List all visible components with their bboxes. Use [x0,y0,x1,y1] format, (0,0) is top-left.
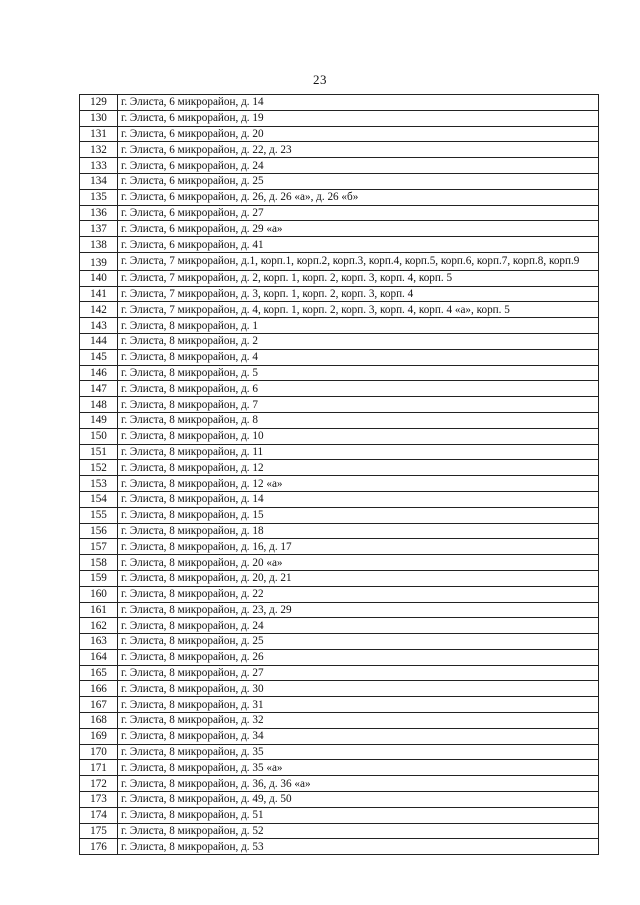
row-number: 161 [80,602,118,618]
table-row [80,713,599,729]
address-table [79,94,599,855]
table-row [80,237,599,253]
table-row [80,142,599,158]
address-cell: г. Элиста, 8 микрорайон, д. 24 [118,618,599,634]
row-number: 166 [80,681,118,697]
address-cell: г. Элиста, 8 микрорайон, д. 35 [118,744,599,760]
address-cell: г. Элиста, 8 микрорайон, д. 5 [118,365,599,381]
address-cell: г. Элиста, 6 микрорайон, д. 25 [118,173,599,189]
address-cell: г. Элиста, 8 микрорайон, д. 30 [118,681,599,697]
row-number: 156 [80,523,118,539]
row-number: 157 [80,539,118,555]
address-cell: г. Элиста, 8 микрорайон, д. 34 [118,728,599,744]
table-row [80,539,599,555]
row-number: 163 [80,634,118,650]
table-row [80,286,599,302]
row-number: 164 [80,649,118,665]
row-number: 150 [80,428,118,444]
address-table-body [80,95,599,855]
table-row [80,460,599,476]
row-number: 155 [80,507,118,523]
row-number: 152 [80,460,118,476]
table-row [80,205,599,221]
table-row [80,333,599,349]
table-row [80,381,599,397]
address-cell: г. Элиста, 6 микрорайон, д. 26, д. 26 «а», д. 26 «б» [118,189,599,205]
row-number: 146 [80,365,118,381]
row-number: 149 [80,412,118,428]
row-number: 171 [80,760,118,776]
row-number: 174 [80,807,118,823]
table-row [80,555,599,571]
address-cell: г. Элиста, 7 микрорайон, д. 4, корп. 1, корп. 2, корп. 3, корп. 4, корп. 4 «а», корп. 5 [118,302,599,318]
row-number: 158 [80,555,118,571]
row-number: 133 [80,158,118,174]
row-number: 135 [80,189,118,205]
address-cell: г. Элиста, 8 микрорайон, д. 1 [118,318,599,334]
row-number: 170 [80,744,118,760]
address-cell: г. Элиста, 8 микрорайон, д. 49, д. 50 [118,792,599,808]
address-cell: г. Элиста, 8 микрорайон, д. 23, д. 29 [118,602,599,618]
address-cell: г. Элиста, 8 микрорайон, д. 20 «а» [118,555,599,571]
row-number: 167 [80,697,118,713]
address-cell: г. Элиста, 8 микрорайон, д. 35 «а» [118,760,599,776]
address-cell: г. Элиста, 8 микрорайон, д. 8 [118,412,599,428]
table-row [80,839,599,855]
table-row [80,507,599,523]
table-row [80,570,599,586]
address-cell: г. Элиста, 8 микрорайон, д. 12 [118,460,599,476]
address-cell: г. Элиста, 6 микрорайон, д. 22, д. 23 [118,142,599,158]
address-cell: г. Элиста, 8 микрорайон, д. 32 [118,713,599,729]
row-number: 130 [80,110,118,126]
row-number: 142 [80,302,118,318]
row-number: 137 [80,221,118,237]
row-number: 141 [80,286,118,302]
row-number: 139 [80,252,118,270]
table-row [80,412,599,428]
table-row [80,728,599,744]
table-row [80,302,599,318]
table-row [80,823,599,839]
row-number: 131 [80,126,118,142]
table-row [80,349,599,365]
table-row [80,252,599,270]
address-cell: г. Элиста, 8 микрорайон, д. 11 [118,444,599,460]
address-cell: г. Элиста, 8 микрорайон, д. 10 [118,428,599,444]
address-cell: г. Элиста, 6 микрорайон, д. 24 [118,158,599,174]
address-cell: г. Элиста, 7 микрорайон, д. 2, корп. 1, корп. 2, корп. 3, корп. 4, корп. 5 [118,270,599,286]
row-number: 165 [80,665,118,681]
address-cell: г. Элиста, 7 микрорайон, д.1, корп.1, корп.2, корп.3, корп.4, корп.5, корп.6, корп.7, корп.8, корп.9 [118,252,599,270]
row-number: 136 [80,205,118,221]
address-cell: г. Элиста, 8 микрорайон, д. 6 [118,381,599,397]
address-cell: г. Элиста, 6 микрорайон, д. 29 «а» [118,221,599,237]
table-row [80,221,599,237]
address-cell: г. Элиста, 6 микрорайон, д. 14 [118,95,599,111]
row-number: 143 [80,318,118,334]
table-row [80,318,599,334]
table-row [80,110,599,126]
table-row [80,444,599,460]
row-number: 132 [80,142,118,158]
row-number: 154 [80,491,118,507]
address-cell: г. Элиста, 8 микрорайон, д. 15 [118,507,599,523]
address-cell: г. Элиста, 8 микрорайон, д. 2 [118,333,599,349]
table-row [80,523,599,539]
table-row [80,681,599,697]
row-number: 138 [80,237,118,253]
table-row [80,365,599,381]
row-number: 162 [80,618,118,634]
table-row [80,586,599,602]
row-number: 172 [80,776,118,792]
table-row [80,807,599,823]
row-number: 129 [80,95,118,111]
address-cell: г. Элиста, 7 микрорайон, д. 3, корп. 1, корп. 2, корп. 3, корп. 4 [118,286,599,302]
address-cell: г. Элиста, 8 микрорайон, д. 26 [118,649,599,665]
table-row [80,744,599,760]
row-number: 147 [80,381,118,397]
table-row [80,95,599,111]
row-number: 160 [80,586,118,602]
row-number: 134 [80,173,118,189]
table-row [80,665,599,681]
address-cell: г. Элиста, 8 микрорайон, д. 27 [118,665,599,681]
row-number: 153 [80,476,118,492]
table-row [80,428,599,444]
table-row [80,776,599,792]
row-number: 173 [80,792,118,808]
row-number: 148 [80,397,118,413]
table-row [80,760,599,776]
table-row [80,634,599,650]
table-row [80,697,599,713]
address-cell: г. Элиста, 8 микрорайон, д. 14 [118,491,599,507]
row-number: 151 [80,444,118,460]
table-row [80,158,599,174]
table-row [80,491,599,507]
table-row [80,397,599,413]
row-number: 169 [80,728,118,744]
address-cell: г. Элиста, 8 микрорайон, д. 53 [118,839,599,855]
address-cell: г. Элиста, 8 микрорайон, д. 52 [118,823,599,839]
row-number: 145 [80,349,118,365]
address-cell: г. Элиста, 8 микрорайон, д. 31 [118,697,599,713]
table-row [80,602,599,618]
address-cell: г. Элиста, 8 микрорайон, д. 51 [118,807,599,823]
table-row [80,476,599,492]
table-row [80,649,599,665]
table-row [80,189,599,205]
address-cell: г. Элиста, 8 микрорайон, д. 12 «а» [118,476,599,492]
address-cell: г. Элиста, 8 микрорайон, д. 7 [118,397,599,413]
address-cell: г. Элиста, 6 микрорайон, д. 41 [118,237,599,253]
address-cell: г. Элиста, 8 микрорайон, д. 22 [118,586,599,602]
row-number: 144 [80,333,118,349]
address-cell: г. Элиста, 8 микрорайон, д. 36, д. 36 «а» [118,776,599,792]
page-number: 23 [313,72,327,87]
address-cell: г. Элиста, 8 микрорайон, д. 20, д. 21 [118,570,599,586]
address-cell: г. Элиста, 6 микрорайон, д. 19 [118,110,599,126]
row-number: 176 [80,839,118,855]
address-cell: г. Элиста, 8 микрорайон, д. 18 [118,523,599,539]
address-cell: г. Элиста, 8 микрорайон, д. 25 [118,634,599,650]
address-cell: г. Элиста, 6 микрорайон, д. 20 [118,126,599,142]
table-row [80,126,599,142]
row-number: 175 [80,823,118,839]
address-cell: г. Элиста, 8 микрорайон, д. 16, д. 17 [118,539,599,555]
table-row [80,792,599,808]
row-number: 140 [80,270,118,286]
table-row [80,270,599,286]
address-cell: г. Элиста, 8 микрорайон, д. 4 [118,349,599,365]
address-cell: г. Элиста, 6 микрорайон, д. 27 [118,205,599,221]
row-number: 159 [80,570,118,586]
table-row [80,618,599,634]
table-row [80,173,599,189]
row-number: 168 [80,713,118,729]
